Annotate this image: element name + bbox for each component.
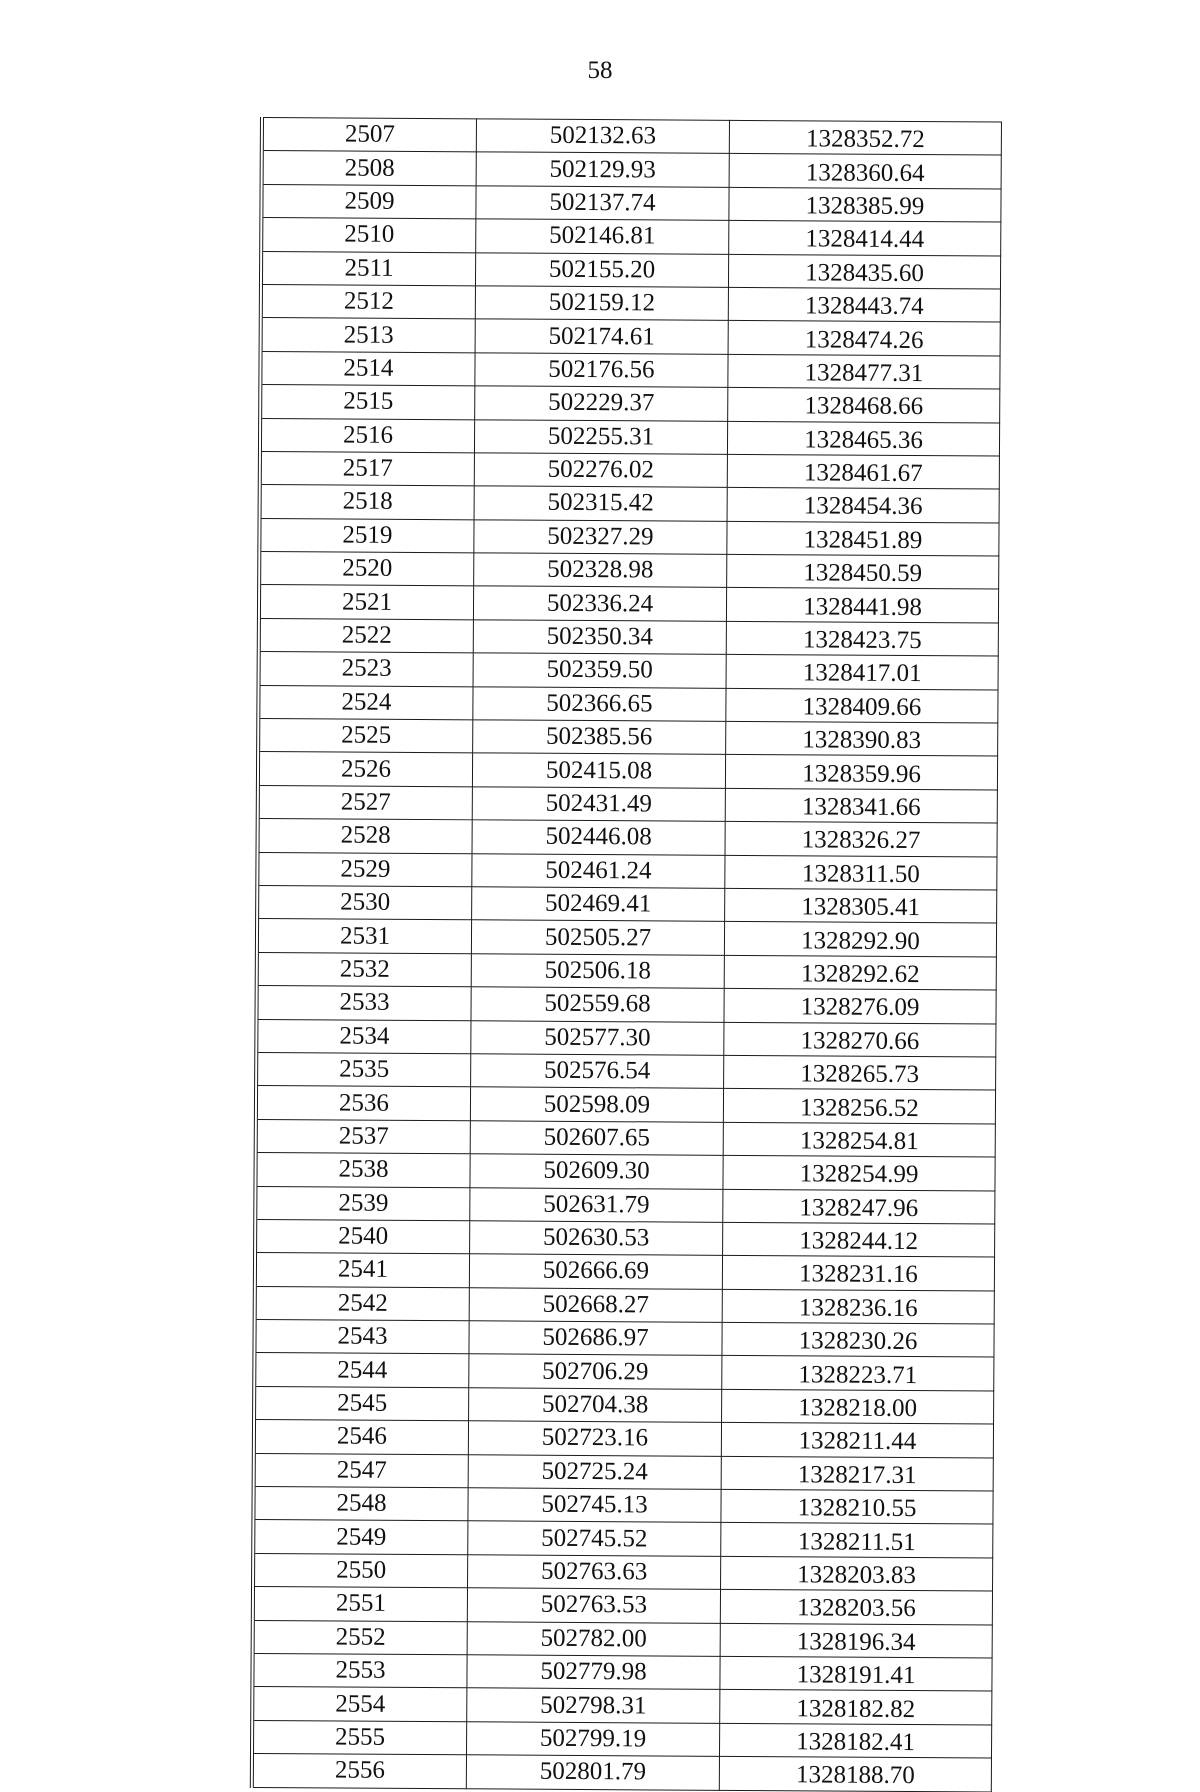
point-number-cell: 2513 [261, 318, 476, 353]
point-number-cell: 2533 [256, 986, 471, 1021]
x-coordinate-cell: 502415.08 [472, 753, 725, 788]
y-coordinate-cell: 1328468.66 [728, 387, 1000, 422]
x-coordinate-cell: 502385.56 [473, 720, 726, 755]
x-coordinate-cell: 502129.93 [476, 152, 729, 187]
x-coordinate-cell: 502431.49 [472, 787, 725, 822]
x-coordinate-cell: 502359.50 [473, 653, 726, 688]
point-number-cell: 2535 [256, 1052, 471, 1087]
x-coordinate-cell: 502146.81 [476, 219, 729, 254]
x-coordinate-cell: 502327.29 [474, 520, 727, 555]
point-number-cell: 2529 [257, 852, 472, 887]
x-coordinate-cell: 502159.12 [475, 286, 728, 321]
point-number-cell: 2520 [259, 552, 474, 587]
table-row [259, 518, 999, 556]
table-row [259, 652, 999, 690]
x-coordinate-cell: 502336.24 [473, 586, 726, 621]
x-coordinate-cell: 502630.53 [470, 1221, 723, 1256]
x-coordinate-cell: 502704.38 [469, 1388, 722, 1423]
x-coordinate-cell: 502631.79 [470, 1187, 723, 1222]
table-row [260, 351, 1000, 389]
y-coordinate-cell: 1328352.72 [729, 120, 1001, 155]
point-number-cell: 2515 [260, 385, 475, 420]
x-coordinate-cell: 502366.65 [473, 686, 726, 721]
point-number-cell: 2523 [259, 652, 474, 687]
y-coordinate-cell: 1328465.36 [727, 421, 999, 456]
y-coordinate-cell: 1328423.75 [726, 621, 998, 656]
y-coordinate-cell: 1328270.66 [724, 1022, 996, 1057]
y-coordinate-cell: 1328223.71 [722, 1356, 994, 1391]
x-coordinate-cell: 502666.69 [469, 1254, 722, 1289]
point-number-cell: 2519 [259, 518, 474, 553]
x-coordinate-cell: 502763.53 [467, 1588, 720, 1623]
point-number-cell: 2516 [260, 418, 475, 453]
point-number-cell: 2532 [257, 952, 472, 987]
point-number-cell: 2517 [260, 451, 475, 486]
y-coordinate-cell: 1328254.81 [723, 1122, 995, 1157]
point-number-cell: 2525 [258, 719, 473, 754]
table-row [261, 184, 1001, 222]
x-coordinate-cell: 502779.98 [467, 1655, 720, 1690]
point-number-cell: 2508 [262, 151, 477, 186]
x-coordinate-cell: 502745.13 [468, 1488, 721, 1523]
point-number-cell: 2521 [259, 585, 474, 620]
table-row [252, 1653, 992, 1691]
x-coordinate-cell: 502315.42 [474, 486, 727, 521]
x-coordinate-cell: 502446.08 [472, 820, 725, 855]
y-coordinate-cell: 1328341.66 [725, 788, 997, 823]
table-row [262, 118, 1002, 156]
point-number-cell: 2549 [253, 1520, 468, 1555]
table-row [260, 485, 1000, 523]
table-row [257, 852, 997, 890]
y-coordinate-cell: 1328292.90 [724, 922, 996, 957]
table-row [260, 418, 1000, 456]
x-coordinate-cell: 502598.09 [470, 1087, 723, 1122]
x-coordinate-cell: 502723.16 [468, 1421, 721, 1456]
y-coordinate-cell: 1328230.26 [722, 1322, 994, 1357]
point-number-cell: 2512 [261, 284, 476, 319]
table-row [255, 1153, 995, 1191]
table-row [256, 1086, 996, 1124]
y-coordinate-cell: 1328390.83 [726, 721, 998, 756]
x-coordinate-cell: 502686.97 [469, 1321, 722, 1356]
x-coordinate-cell: 502155.20 [475, 252, 728, 287]
point-number-cell: 2522 [259, 618, 474, 653]
x-coordinate-cell: 502505.27 [471, 920, 724, 955]
y-coordinate-cell: 1328218.00 [722, 1389, 994, 1424]
point-number-cell: 2550 [253, 1553, 468, 1588]
point-number-cell: 2524 [258, 685, 473, 720]
table-row [256, 1119, 996, 1157]
table-row [254, 1353, 994, 1391]
y-coordinate-cell: 1328450.59 [727, 554, 999, 589]
y-coordinate-cell: 1328461.67 [727, 454, 999, 489]
table-row [256, 1019, 996, 1057]
x-coordinate-cell: 502469.41 [472, 887, 725, 922]
y-coordinate-cell: 1328196.34 [720, 1623, 992, 1658]
table-row [254, 1320, 994, 1358]
table-row [257, 952, 997, 990]
point-number-cell: 2536 [256, 1086, 471, 1121]
point-number-cell: 2546 [254, 1420, 469, 1455]
y-coordinate-cell: 1328385.99 [729, 187, 1001, 222]
x-coordinate-cell: 502176.56 [475, 353, 728, 388]
x-coordinate-cell: 502799.19 [466, 1722, 719, 1757]
table-row [261, 218, 1001, 256]
point-number-cell: 2537 [256, 1119, 471, 1154]
table-row [253, 1520, 993, 1558]
coordinates-table-body [252, 118, 1002, 1792]
point-number-cell: 2548 [253, 1487, 468, 1522]
y-coordinate-cell: 1328409.66 [726, 688, 998, 723]
x-coordinate-cell: 502745.52 [468, 1521, 721, 1556]
point-number-cell: 2530 [257, 885, 472, 920]
point-number-cell: 2555 [252, 1720, 467, 1755]
x-coordinate-cell: 502559.68 [471, 987, 724, 1022]
table-row [256, 986, 996, 1024]
point-number-cell: 2541 [255, 1253, 470, 1288]
table-row [258, 752, 998, 790]
point-number-cell: 2507 [262, 118, 477, 153]
x-coordinate-cell: 502132.63 [476, 119, 729, 154]
point-number-cell: 2544 [254, 1353, 469, 1388]
y-coordinate-cell: 1328188.70 [719, 1756, 991, 1791]
table-row [258, 785, 998, 823]
y-coordinate-cell: 1328254.99 [723, 1155, 995, 1190]
y-coordinate-cell: 1328360.64 [729, 154, 1001, 189]
point-number-cell: 2540 [255, 1219, 470, 1254]
table-row [259, 618, 999, 656]
y-coordinate-cell: 1328210.55 [721, 1489, 993, 1524]
x-coordinate-cell: 502229.37 [475, 386, 728, 421]
y-coordinate-cell: 1328417.01 [726, 655, 998, 690]
x-coordinate-cell: 502276.02 [474, 453, 727, 488]
point-number-cell: 2552 [253, 1620, 468, 1655]
x-coordinate-cell: 502328.98 [474, 553, 727, 588]
y-coordinate-cell: 1328256.52 [723, 1089, 995, 1124]
x-coordinate-cell: 502137.74 [476, 186, 729, 221]
x-coordinate-cell: 502668.27 [469, 1287, 722, 1322]
point-number-cell: 2510 [261, 218, 476, 253]
table-row [253, 1587, 993, 1625]
point-number-cell: 2538 [255, 1153, 470, 1188]
table-row [261, 284, 1001, 322]
point-number-cell: 2531 [257, 919, 472, 954]
y-coordinate-cell: 1328211.44 [721, 1423, 993, 1458]
table-row [252, 1754, 992, 1792]
table-row [254, 1420, 994, 1458]
y-coordinate-cell: 1328244.12 [723, 1222, 995, 1257]
point-number-cell: 2547 [254, 1453, 469, 1488]
y-coordinate-cell: 1328217.31 [721, 1456, 993, 1491]
table-row [255, 1219, 995, 1257]
table-row [259, 585, 999, 623]
x-coordinate-cell: 502576.54 [471, 1054, 724, 1089]
x-coordinate-cell: 502506.18 [471, 954, 724, 989]
table-row [252, 1720, 992, 1758]
y-coordinate-cell: 1328443.74 [728, 287, 1000, 322]
table-row [260, 385, 1000, 423]
table-row [254, 1453, 994, 1491]
x-coordinate-cell: 502725.24 [468, 1454, 721, 1489]
x-coordinate-cell: 502255.31 [474, 419, 727, 454]
point-number-cell: 2509 [261, 184, 476, 219]
x-coordinate-cell: 502461.24 [472, 853, 725, 888]
table-row [255, 1253, 995, 1291]
table-row [257, 885, 997, 923]
point-number-cell: 2528 [258, 819, 473, 854]
table-row [252, 1687, 992, 1725]
table-row [257, 919, 997, 957]
x-coordinate-cell: 502577.30 [471, 1020, 724, 1055]
y-coordinate-cell: 1328435.60 [728, 254, 1000, 289]
page-number: 58 [587, 57, 613, 84]
x-coordinate-cell: 502609.30 [470, 1154, 723, 1189]
table-row [261, 251, 1001, 289]
table-row [253, 1553, 993, 1591]
y-coordinate-cell: 1328236.16 [722, 1289, 994, 1324]
point-number-cell: 2551 [253, 1587, 468, 1622]
table-row [260, 451, 1000, 489]
x-coordinate-cell: 502607.65 [470, 1121, 723, 1156]
y-coordinate-cell: 1328247.96 [723, 1189, 995, 1224]
table-row [258, 819, 998, 857]
y-coordinate-cell: 1328451.89 [727, 521, 999, 556]
x-coordinate-cell: 502763.63 [468, 1555, 721, 1590]
y-coordinate-cell: 1328203.83 [721, 1556, 993, 1591]
point-number-cell: 2527 [258, 785, 473, 820]
point-number-cell: 2554 [252, 1687, 467, 1722]
point-number-cell: 2518 [260, 485, 475, 520]
table-row [261, 318, 1001, 356]
y-coordinate-cell: 1328182.41 [719, 1723, 991, 1758]
y-coordinate-cell: 1328265.73 [724, 1055, 996, 1090]
table-row [254, 1386, 994, 1424]
y-coordinate-cell: 1328454.36 [727, 488, 999, 523]
point-number-cell: 2545 [254, 1386, 469, 1421]
point-number-cell: 2543 [254, 1320, 469, 1355]
table-row [253, 1487, 993, 1525]
x-coordinate-cell: 502782.00 [467, 1621, 720, 1656]
y-coordinate-cell: 1328311.50 [725, 855, 997, 890]
x-coordinate-cell: 502174.61 [475, 319, 728, 354]
x-coordinate-cell: 502350.34 [473, 620, 726, 655]
coordinates-table [250, 117, 1002, 1792]
table-row [253, 1620, 993, 1658]
y-coordinate-cell: 1328211.51 [721, 1523, 993, 1558]
point-number-cell: 2511 [261, 251, 476, 286]
table-row [258, 719, 998, 757]
y-coordinate-cell: 1328441.98 [726, 588, 998, 623]
point-number-cell: 2553 [252, 1653, 467, 1688]
y-coordinate-cell: 1328231.16 [722, 1256, 994, 1291]
y-coordinate-cell: 1328326.27 [725, 822, 997, 857]
x-coordinate-cell: 502801.79 [466, 1755, 719, 1790]
x-coordinate-cell: 502798.31 [467, 1688, 720, 1723]
y-coordinate-cell: 1328474.26 [728, 321, 1000, 356]
table-row [258, 685, 998, 723]
y-coordinate-cell: 1328414.44 [729, 221, 1001, 256]
y-coordinate-cell: 1328292.62 [724, 955, 996, 990]
point-number-cell: 2534 [256, 1019, 471, 1054]
table-row [259, 552, 999, 590]
table-row [256, 1052, 996, 1090]
y-coordinate-cell: 1328182.82 [720, 1690, 992, 1725]
point-number-cell: 2526 [258, 752, 473, 787]
y-coordinate-cell: 1328191.41 [720, 1656, 992, 1691]
y-coordinate-cell: 1328276.09 [724, 989, 996, 1024]
y-coordinate-cell: 1328359.96 [725, 755, 997, 790]
point-number-cell: 2514 [260, 351, 475, 386]
table-row [255, 1186, 995, 1224]
y-coordinate-cell: 1328203.56 [720, 1590, 992, 1625]
table-row [262, 151, 1002, 189]
point-number-cell: 2539 [255, 1186, 470, 1221]
y-coordinate-cell: 1328477.31 [728, 354, 1000, 389]
x-coordinate-cell: 502706.29 [469, 1354, 722, 1389]
y-coordinate-cell: 1328305.41 [725, 888, 997, 923]
point-number-cell: 2542 [255, 1286, 470, 1321]
point-number-cell: 2556 [252, 1754, 467, 1789]
table-row [255, 1286, 995, 1324]
